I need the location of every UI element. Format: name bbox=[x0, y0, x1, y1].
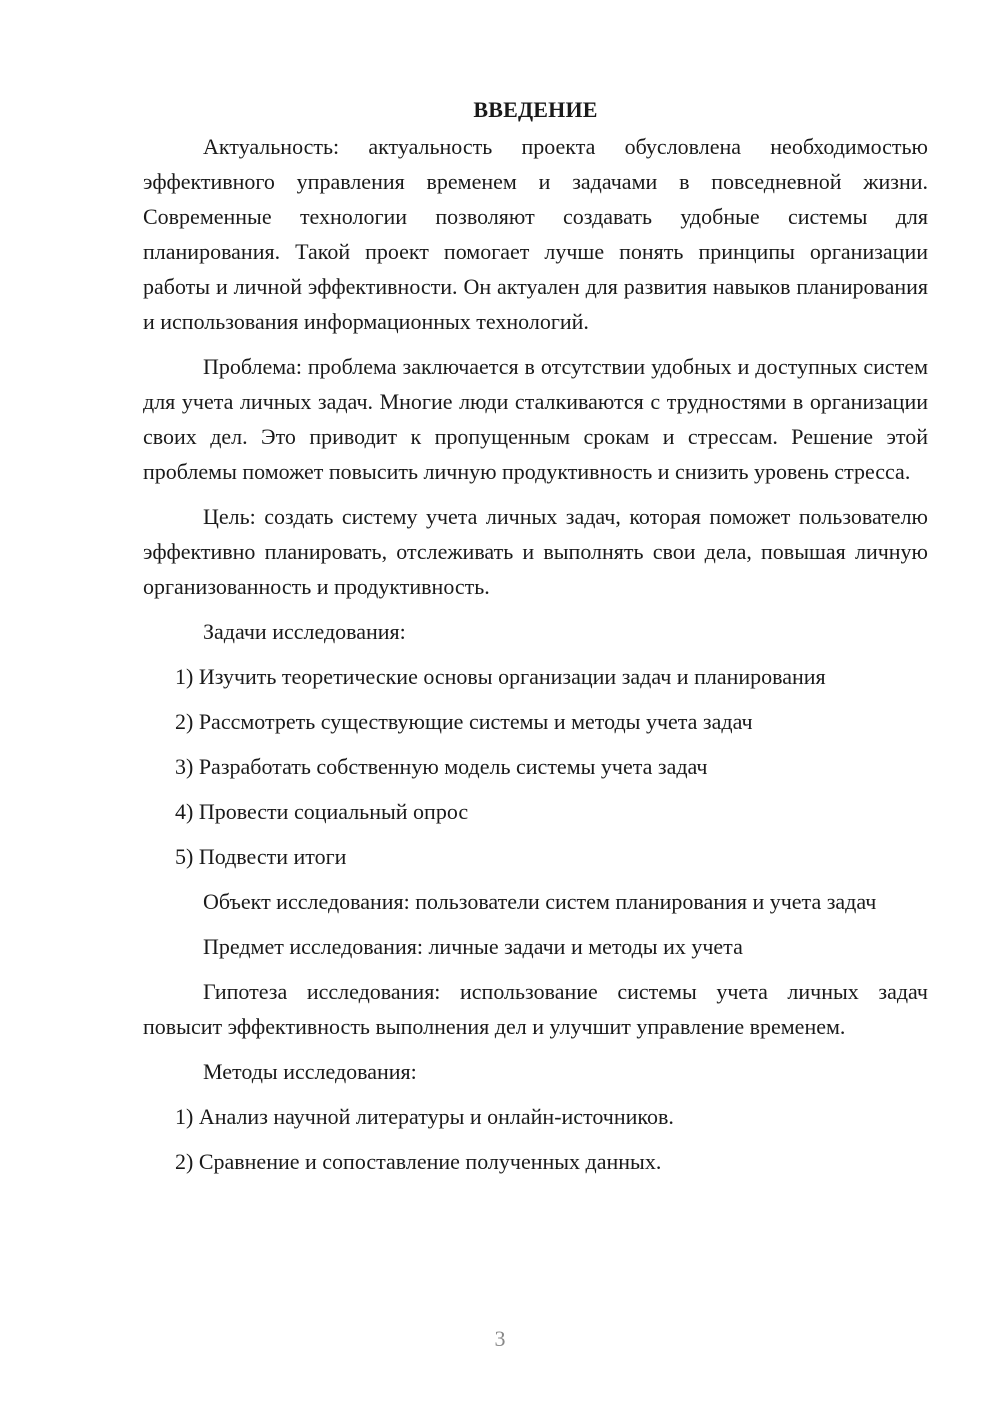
problem-paragraph: Проблема: проблема заключается в отсутствии удобных и доступных систем для учета личных задач. Многие люди сталкиваются с трудностями в организации своих дел. Это приводит к пропущенным срокам и стрессам. Решение этой проблемы поможет повысить личную продуктивность и снизить уровень стресса. bbox=[143, 354, 928, 484]
goal-paragraph: Цель: создать систему учета личных задач, которая поможет пользователю эффективно планировать, отслеживать и выполнять свои дела, повышая личную организованность и продуктивность. bbox=[143, 504, 928, 599]
document-body bbox=[143, 92, 928, 1189]
relevance-paragraph: Актуальность: актуальность проекта обусловлена необходимостью эффективного управления временем и задачами в повседневной жизни. Современные технологии позволяют создавать удобные системы для планирования. Такой проект помогает лучше понять принципы организации работы и личной эффективности. Он актуален для развития навыков планирования и использования информационных технологий. bbox=[143, 134, 928, 334]
tasks-heading: Задачи исследования: bbox=[203, 619, 406, 644]
list-item: 1) Анализ научной литературы и онлайн-источников. bbox=[175, 1104, 674, 1129]
list-item: 3) Разработать собственную модель системы учета задач bbox=[175, 754, 708, 779]
page-number: 3 bbox=[494, 1326, 506, 1351]
list-item: 4) Провести социальный опрос bbox=[175, 799, 469, 824]
hypothesis-paragraph: Гипотеза исследования: использование системы учета личных задач повысит эффективность выполнения дел и улучшит управление временем. bbox=[143, 979, 928, 1039]
tasks-list bbox=[143, 659, 928, 874]
list-item: 1) Изучить теоретические основы организации задач и планирования bbox=[175, 664, 826, 689]
object-paragraph: Объект исследования: пользователи систем планирования и учета задач bbox=[203, 889, 877, 914]
list-item: 2) Рассмотреть существующие системы и методы учета задач bbox=[175, 709, 753, 734]
list-item: 5) Подвести итоги bbox=[175, 844, 347, 869]
subject-paragraph: Предмет исследования: личные задачи и методы их учета bbox=[203, 934, 743, 959]
methods-list bbox=[143, 1099, 928, 1179]
list-item: 2) Сравнение и сопоставление полученных данных. bbox=[175, 1149, 662, 1174]
methods-heading: Методы исследования: bbox=[203, 1059, 417, 1084]
document-title: ВВЕДЕНИЕ bbox=[473, 97, 598, 122]
